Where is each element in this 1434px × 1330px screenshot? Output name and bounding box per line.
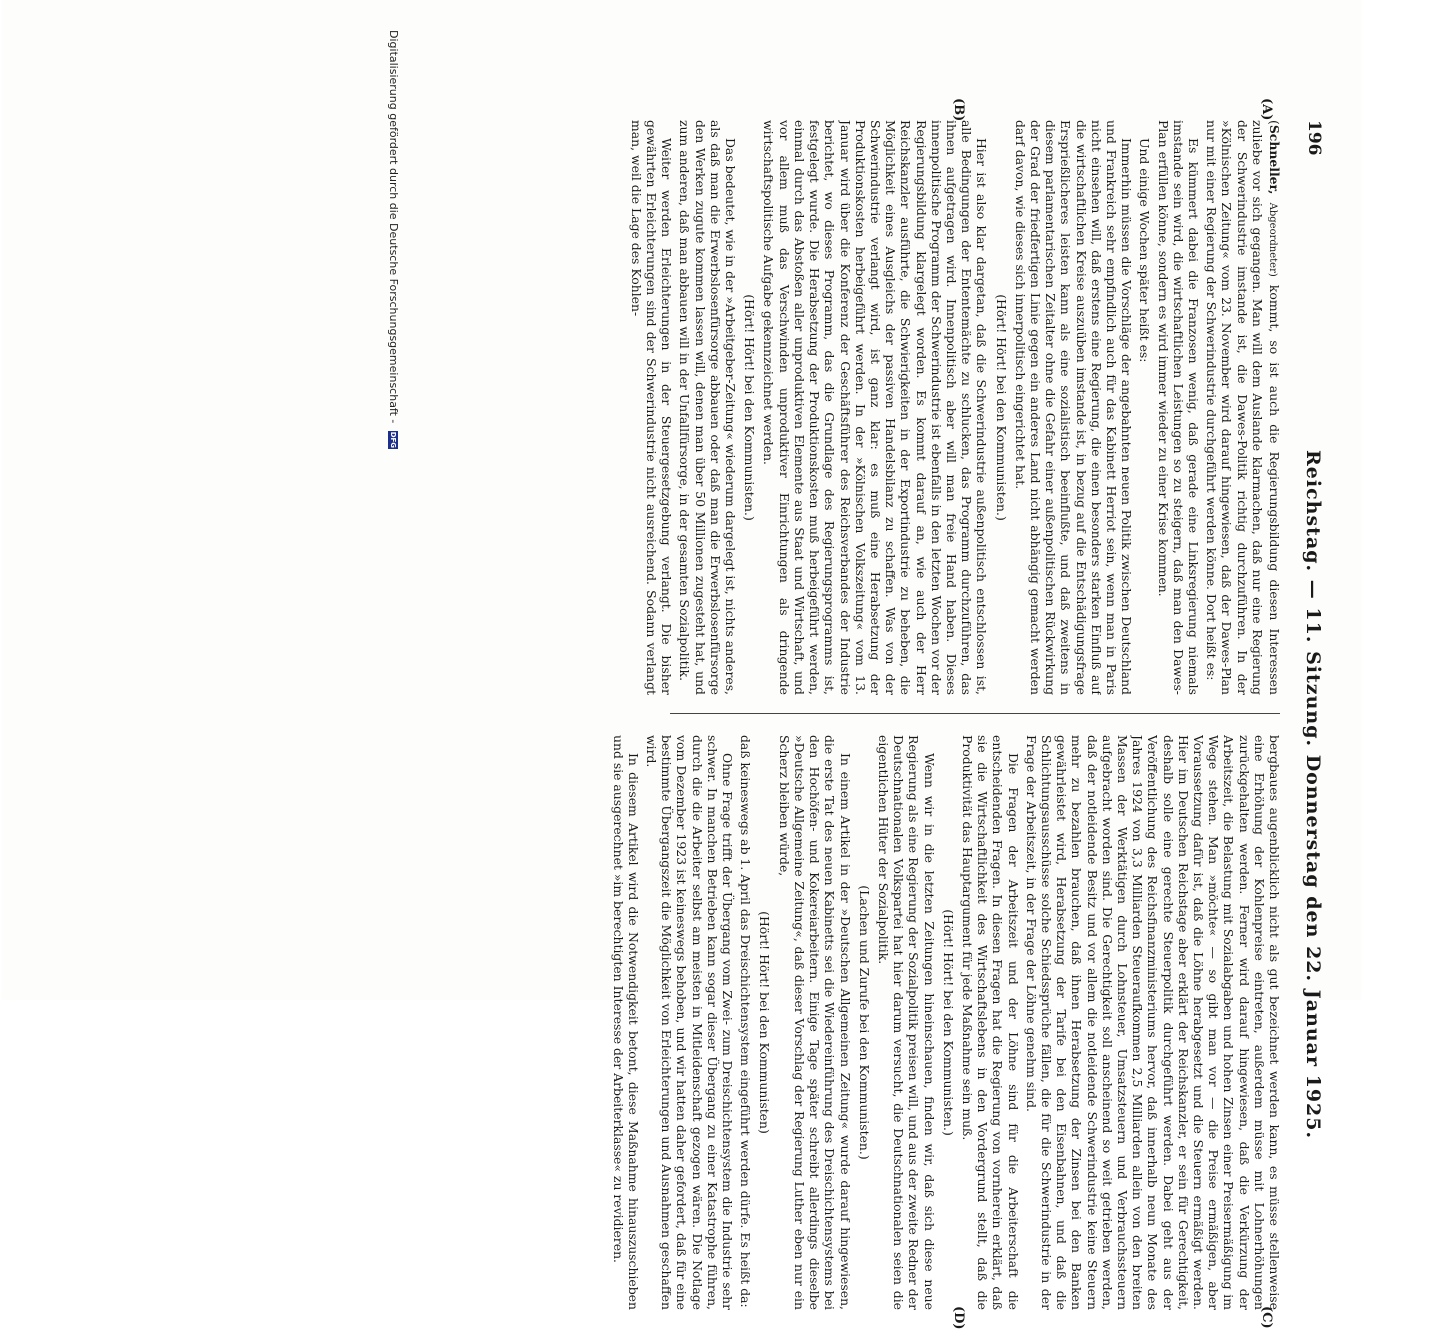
speaker-open: ( — [1267, 120, 1282, 125]
right-column — [462, 735, 1282, 1310]
interjection: (Hört! Hört! bei den Kommunisten.) — [940, 909, 956, 1136]
quotation: Ohne Frage trifft der Übergang vom Zwei- zum Dreischichtensystem die Industrie sehr schwer. In manchen Betrieben kann sogar dieser Übergang zu einer Katastrophe führen, durch die die Arbeiter selbst am meisten in Mitleidenschaft gezogen wären. Die Notlage vom Dezember 1923 ist keineswegs behoben, und wir hatten daher gefordert, daß für eine bestimmte Übergangszeit die Möglichkeit von Erleichterungen und Ausnahmen geschaffen wird. — [644, 735, 736, 1310]
paragraph: daß keineswegs ab 1. April das Dreischichtensystem eingeführt werden dürfe. Es heißt da: — [738, 735, 754, 1308]
page-header — [1296, 120, 1324, 1300]
speaker-name: Schneller, — [1267, 124, 1282, 195]
paragraph: Und einige Wochen später heißt es: — [1137, 138, 1153, 363]
paragraph: bergbaues augenblicklich nicht als gut bezeichnet werden kann, es müsse stellenweise eine Erhöhung der Kohlenpreise eintreten, außerdem müsse mit Lohnerhöhungen zurückgehalten werden. Ferner wird darauf hingewiesen, daß die Verkürzung der Arbeitszeit, die Belastung mit Sozialabgaben und hohen Zinsen einer Preisermäßigung im Wege stehen. Man »möchte« — so gibt man vor — die Preise ermäßigen, aber Voraussetzung dafür ist, daß die Löhne herabgesetzt und die Steuern ermäßigt werden. Hier im Deutschen Reichstage aber erklärt der Reichskanzler, er sein für Gerechtigkeit, deshalb solle eine gerechte Steuerpolitik durchgeführt werden. Dabei geht aus der Veröffentlichung des Reichsfinanzministeriums hervor, daß innerhalb neun Monate des Jahres 1924 von 3,3 Milliarden Steueraufkommen 2,5 Milliarden allein von den breiten Massen der Werktätigen durch Lohnsteuer, Umsatzsteuern und Verbrauchssteuern aufgebracht worden sind. Die Gerechtigkeit soll anscheinend so weit getrieben werden, daß der notleidende Besitz und vor allem die notleidende Schwerindustrie keine Steuern mehr zu bezahlen brauchen, daß ihnen Herabsetzung der Zinsen bei den Banken gewährleistet wird, Herabsetzung der Tarife bei den Eisenbahnen, und daß die Schlichtungsausschüsse solche Schiedssprüche fällen, die für die Schwerindustrie in der Frage der Arbeitszeit, in der Frage der Löhne genehm sind. — [1023, 735, 1282, 1310]
paragraph-text: kommt, so ist auch die Regierungsbildung diesen Interessen zuliebe vor sich gegangen. Man will dem Auslande klarmachen, daß nur eine Regierung der Schwerindustrie imstande ist, die Dawes-Politik richtig durchzuführen. In der »Kölnischen Zeitung« vom 23. November wird darauf hingewiesen, daß der Dawes-Plan nur mit einer Regierung der Schwerindustrie durchgeführt werden könne. Dort heißt es: — [1204, 120, 1282, 695]
margin-mark-d: (D) — [951, 1306, 966, 1330]
quotation: Es kümmert dabei die Franzosen wenig, daß gerade eine Linksregierung niemals imstande sein wird, die wirtschaftlichen Leistungen so zu steigern, daß man den Dawes-Plan erfüllen könne, sondern es wird immer wieder zu einer Krise kommen. — [1155, 120, 1201, 695]
interjection: (Hört! Hört! bei den Kommunisten.) — [742, 294, 758, 521]
paragraph: Hier ist also klar dargetan, daß die Schwerindustrie außenpolitisch entschlossen ist, alle Bedingungen der Ententemächte zu schlucken, das Programm durchzuführen, das ihnen aufgetragen wird. Innenpolitisch aber will man freie Hand haben. Dieses innenpolitische Programm der Schwerindustrie ist ebenfalls in den letzten Wochen vor der Regierungsbildung klargelegt worden. Es kommt darauf an, wie auch der Herr Reichskanzler ausführte, die Schwierigkeiten in der Exportindustrie zu beheben, die Möglichkeit eines Ausgleichs der passiven Handelsbilanz zu schaffen. Was von der Schwerindustrie verlangt wird, ist ganz klar: es muß eine Herabsetzung der Produktionskosten herbeigeführt werden. In der »Kölnischen Volkszeitung« vom 13. Januar wird über die Konferenz der Geschäftsführer des Reichsverbandes der Industrie berichtet, wo dieses Programm, das die Grundlage des Regierungsprogramms ist, festgelegt wurde. Die Herabsetzung der Produktionskosten muß herbeigeführt werden, einmal durch das Abstoßen aller unproduktiven Elemente aus Staat und Wirtschaft, und vor allem muß das Verschwinden unproduktiver Einrichtungen als dringende wirtschaftspolitische Aufgabe gekennzeichnet werden. — [761, 120, 990, 695]
paragraph: Weiter werden Erleichterungen in der Steuergesetzgebung verlangt. Die bisher gewährten Erleichterungen sind der Schwerindustrie nicht ausreichend. Sodann verlangt man, weil die Lage des Kohlen- — [628, 120, 675, 695]
interjection: (Hört! Hört! bei den Kommunisten.) — [993, 294, 1009, 521]
running-title: Reichstag. — 11. Sitzung. Donnerstag den 22. Januar 1925. — [1302, 450, 1324, 1140]
margin-mark-a: (A) — [1259, 98, 1274, 121]
quotation: Immerhin müssen die Vorschläge der angebahnten neuen Politik zwischen Deutschland und Frankreich sehr empfindlich auch für das Kabinett Herriot sein, wenn man in Paris nicht einsehen will, daß erstens eine Regierung, die einen besonders starken Einfluß auf die wirtschaftlichen Kreise auszuüben imstande ist, in bezug auf die Entschädigungsfrage Ersprießlicheres leisten kann als eine sozialistisch beeinflußte, und daß zweitens in diesem parlamentarischen Zeitalter ohne die Gefahr einer außenpolitischen Rückwirkung der Grad der friedfertigen Linie gegen ein anderes Land nicht abhängig gemacht werden darf davon, wie dieses sich innerpolitisch eingerichtet hat. — [1012, 120, 1135, 695]
dfg-logo: DFG — [389, 431, 397, 449]
paragraph — [1204, 120, 1282, 695]
paragraph: Die Fragen der Arbeitszeit und der Löhne sind für die Arbeiterschaft die entscheidenden Fragen. In diesen Fragen hat die Regierung von vornherein erklärt, daß sie die Wirtschaftlichkeit des Wirtschaftslebens in den Vordergrund stellt, daß die Produktivität das Hauptargument für jede Maßnahme sein muß. — [959, 735, 1021, 1310]
page-number: 196 — [1304, 120, 1324, 156]
digitization-credit — [387, 30, 400, 449]
paragraph: Wenn wir in die letzten Zeitungen hineinschauen, finden wir, daß sich diese neue Regierung als eine Regierung der Sozialpolitik preisen will, und aus der zweite Redner der Deutschnationalen Volkspartei hat hier darum versucht, die Deutschnationalen seien die eigentlichen Hüter der Sozialpolitik. — [875, 735, 937, 1310]
paragraph: Das bedeutet, wie in der »Arbeitgeber-Zeitung« wiederum dargelegt ist, nichts anderes, als daß man die Erwerbslosenfürsorge abbauen oder daß man die Erwerbslosenfürsorge den Werken zugute kommen lassen will, denen man über 50 Millionen zugesteht hat, und zum anderen, daß man abbauen will in der Unfallfürsorge, in der gesamten Sozialpolitik. — [677, 120, 739, 695]
interjection: (Lachen und Zurufe bei den Kommunisten.) — [856, 885, 872, 1160]
paragraph: In diesem Artikel wird die Notwendigkeit betont, diese Maßnahme hinauszuschieben und sie ausgerechnet »im berechtigten Interesse der Arbeiterklasse« zu revidieren. — [610, 735, 641, 1310]
credit-text: Digitalisierung gefördert durch die Deutsche Forschungsgemeinschaft - — [387, 30, 400, 424]
left-column — [462, 120, 1282, 695]
paragraph: In einem Artikel in der »Deutschen Allgemeinen Zeitung« wurde darauf hingewiesen, die erste Tat des neuen Kabinetts sei die Wiedereinführung des Dreischichtensystems bei den Hochöfen- und Kokereiarbeitern. Einige Tage später schreibt allerdings dieselbe »Deutsche Allgemeine Zeitung«, daß dieser Vorschlag der Regierung Luther eben nur ein Scherz bleiben würde, — [776, 735, 853, 1310]
speaker-role: Abgeordneter) — [1267, 202, 1278, 277]
document-page — [2, 0, 1362, 1330]
margin-mark-c: (C) — [1259, 1306, 1274, 1329]
interjection: (Hört! Hört! bei den Kommunisten) — [757, 911, 773, 1134]
column-rule — [670, 713, 1280, 714]
margin-mark-b: (B) — [951, 98, 966, 122]
